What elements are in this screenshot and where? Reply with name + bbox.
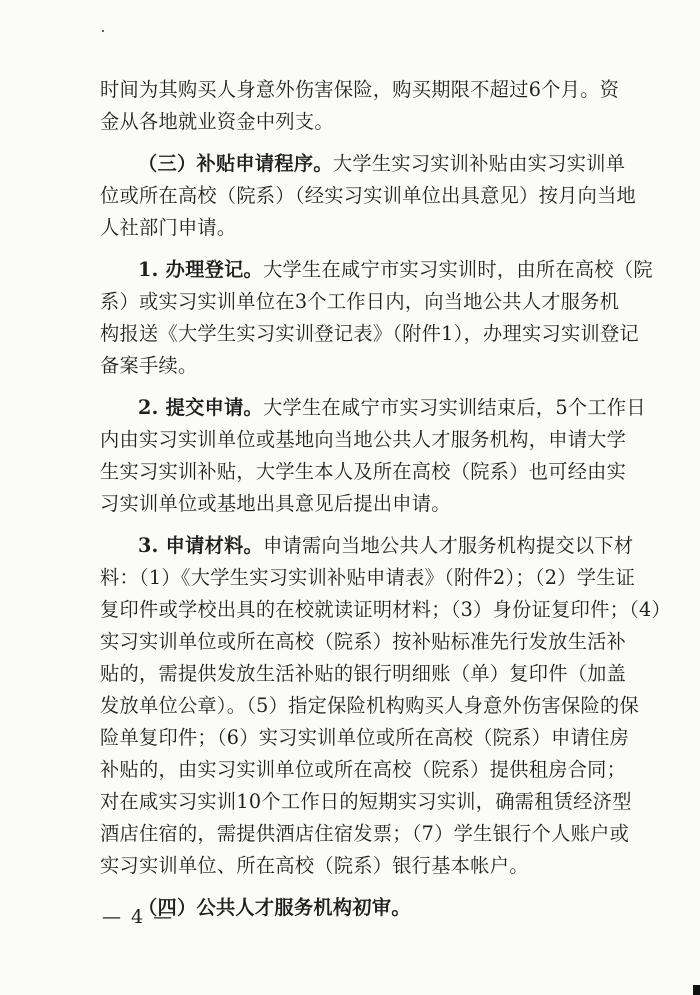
paragraph-item-1 xyxy=(100,254,653,382)
paragraph-continued xyxy=(100,74,640,138)
section-heading: （三）补贴申请程序。 xyxy=(138,152,333,175)
text-line xyxy=(100,254,653,286)
text-line: 习实训单位或基地出具意见后提出申请。 xyxy=(100,492,451,515)
item-heading: 1. 办理登记。 xyxy=(138,258,264,281)
text-line: 实习实训单位、所在高校（院系）银行基本帐户。 xyxy=(100,854,529,877)
text-run: 大学生实习实训补贴由实习实训单 xyxy=(332,152,626,175)
text-run: 申请需向当地公共人才服务机构提交以下材 xyxy=(263,534,634,557)
item-heading: 3. 申请材料。 xyxy=(138,534,264,557)
text-line: 人社部门申请。 xyxy=(100,216,237,239)
scan-speck xyxy=(102,30,104,32)
text-line xyxy=(100,148,640,180)
text-line: 实习实训单位或所在高校（院系）按补贴标准先行发放生活补 xyxy=(100,630,627,653)
text-line: 生实习实训补贴，大学生本人及所在高校（院系）也可经由实 xyxy=(100,460,627,483)
item-heading: 2. 提交申请。 xyxy=(138,396,264,419)
section-heading: （四）公共人才服务机构初审。 xyxy=(138,896,411,919)
paragraph-item-2 xyxy=(100,392,646,520)
paragraph-item-3 xyxy=(100,530,671,882)
text-line: 酒店住宿的，需提供酒店住宿发票；（7）学生银行个人账户或 xyxy=(100,822,630,845)
paragraph-section-4 xyxy=(100,892,640,924)
text-line: 内由实习实训单位或基地向当地公共人才服务机构，申请大学 xyxy=(100,428,627,451)
paragraph-section-3 xyxy=(100,148,640,244)
text-line: 构报送《大学生实习实训登记表》（附件1），办理实习实训登记 xyxy=(100,322,639,345)
document-body xyxy=(100,74,671,924)
scan-corner-mark xyxy=(693,985,700,995)
text-line: 料：（1）《大学生实习实训补贴申请表》（附件2）；（2）学生证 xyxy=(100,566,636,589)
page-number: — 4 — xyxy=(102,906,175,928)
text-line: 系）或实习实训单位在3个工作日内，向当地公共人才服务机 xyxy=(100,290,620,313)
text-run: 大学生在咸宁市实习实训结束后，5个工作日 xyxy=(263,396,646,419)
text-line: 对在咸实习实训10个工作日的短期实习实训，确需租赁经济型 xyxy=(100,790,632,813)
text-line: 备案手续。 xyxy=(100,354,198,377)
text-line: 险单复印件；（6）实习实训单位或所在高校（院系）申请住房 xyxy=(100,726,630,749)
text-line: 位或所在高校（院系）（经实习实训单位出具意见）按月向当地 xyxy=(100,184,637,207)
text-line: 时间为其购买人身意外伤害保险，购买期限不超过6个月。资 xyxy=(100,78,620,101)
text-run: 大学生在咸宁市实习实训时，由所在高校（院 xyxy=(263,258,653,281)
text-line: 复印件或学校出具的在校就读证明材料；（3）身份证复印件；（4） xyxy=(100,598,671,621)
text-line xyxy=(100,392,646,424)
text-line: 贴的，需提供发放生活补贴的银行明细账（单）复印件（加盖 xyxy=(100,662,627,685)
text-line xyxy=(100,530,640,562)
text-line xyxy=(100,892,640,924)
text-line: 发放单位公章）。（5）指定保险机构购买人身意外伤害保险的保 xyxy=(100,694,639,717)
text-line: 金从各地就业资金中列支。 xyxy=(100,110,334,133)
text-line: 补贴的，由实习实训单位或所在高校（院系）提供租房合同； xyxy=(100,758,627,781)
